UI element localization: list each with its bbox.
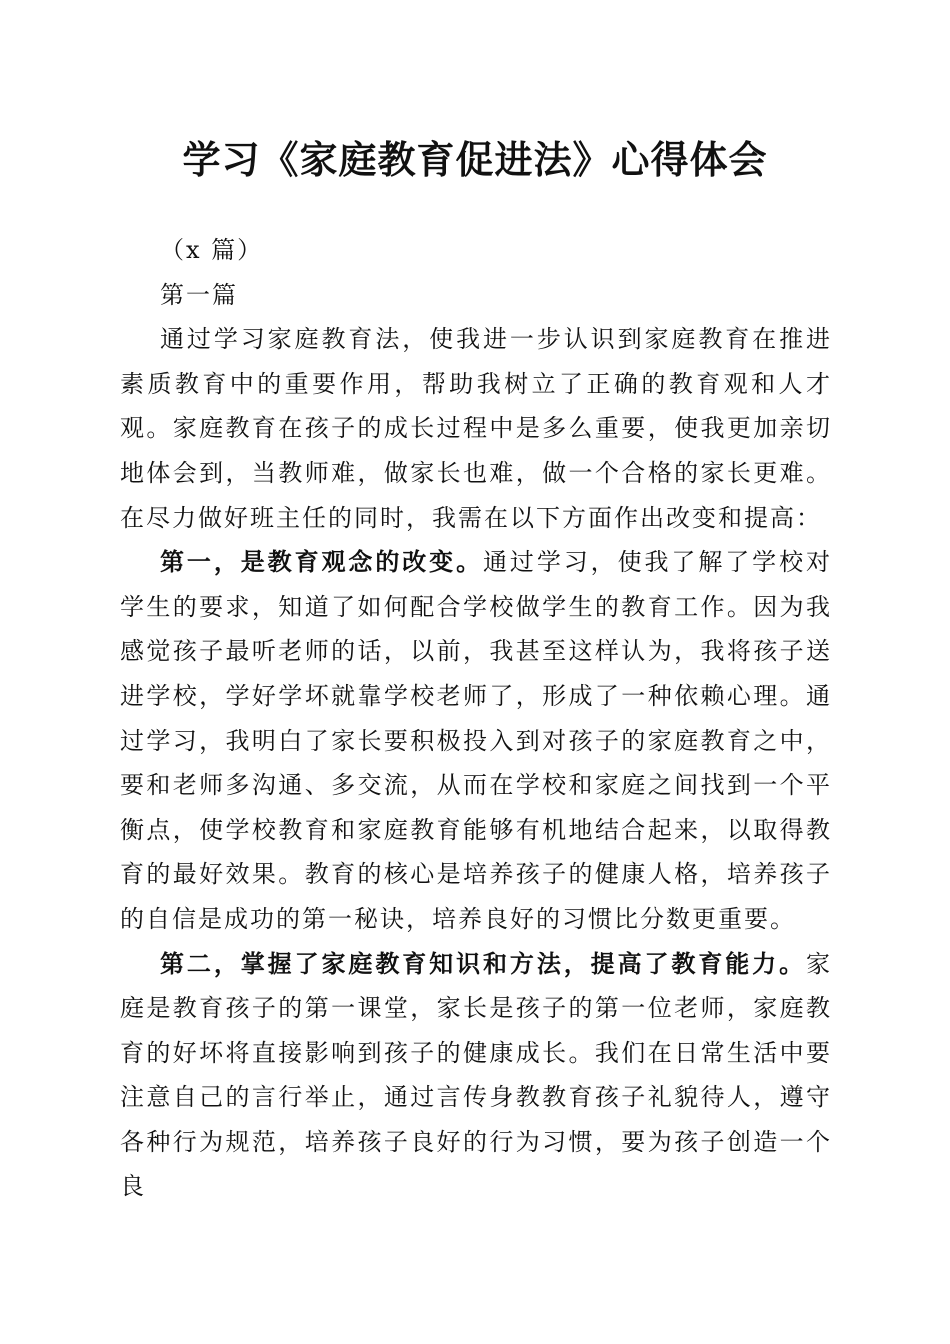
paragraph-first-point <box>120 540 832 941</box>
document-body <box>120 228 832 1209</box>
paragraph-intro <box>120 317 832 540</box>
section-heading: 第一篇 <box>160 280 238 309</box>
paragraph-lead: 第二，掌握了家庭教育知识和方法，提高了教育能力。 <box>160 948 806 978</box>
paragraph-text: 通过学习家庭教育法，使我进一步认识到家庭教育在推进素质教育中的重要作用，帮助我树立了正确的教育观和人才观。家庭教育在孩子的成长过程中是多么重要，使我更加亲切地体会到，当教师难，做家长也难，做一个合格的家长更难。在尽力做好班主任的同时，我需在以下方面作出改变和提高： <box>120 325 832 532</box>
paragraph-text: 通过学习，使我了解了学校对学生的要求，知道了如何配合学校做学生的教育工作。因为我感觉孩子最听老师的话，以前，我甚至这样认为，我将孩子送进学校，学好学坏就靠学校老师了，形成了一种依赖心理。通过学习，我明白了家长要积极投入到对孩子的家庭教育之中，要和老师多沟通、多交流，从而在学校和家庭之间找到一个平衡点，使学校教育和家庭教育能够有机地结合起来，以取得教育的最好效果。教育的核心是培养孩子的健康人格，培养孩子的自信是成功的第一秘诀，培养良好的习惯比分数更重要。 <box>120 548 832 933</box>
document-title: 学习《家庭教育促进法》心得体会 <box>182 137 768 182</box>
count-note: （x 篇） <box>160 236 264 264</box>
paragraph-second-point <box>120 942 832 1210</box>
paragraph-lead: 第一，是教育观念的改变。 <box>160 547 483 577</box>
paragraph-text: 家庭是教育孩子的第一课堂，家长是孩子的第一位老师，家庭教育的好坏将直接影响到孩子的健康成长。我们在日常生活中要注意自己的言行举止，通过言传身教教育孩子礼貌待人，遵守各种行为规范，培养孩子良好的行为习惯，要为孩子创造一个良 <box>120 949 832 1201</box>
